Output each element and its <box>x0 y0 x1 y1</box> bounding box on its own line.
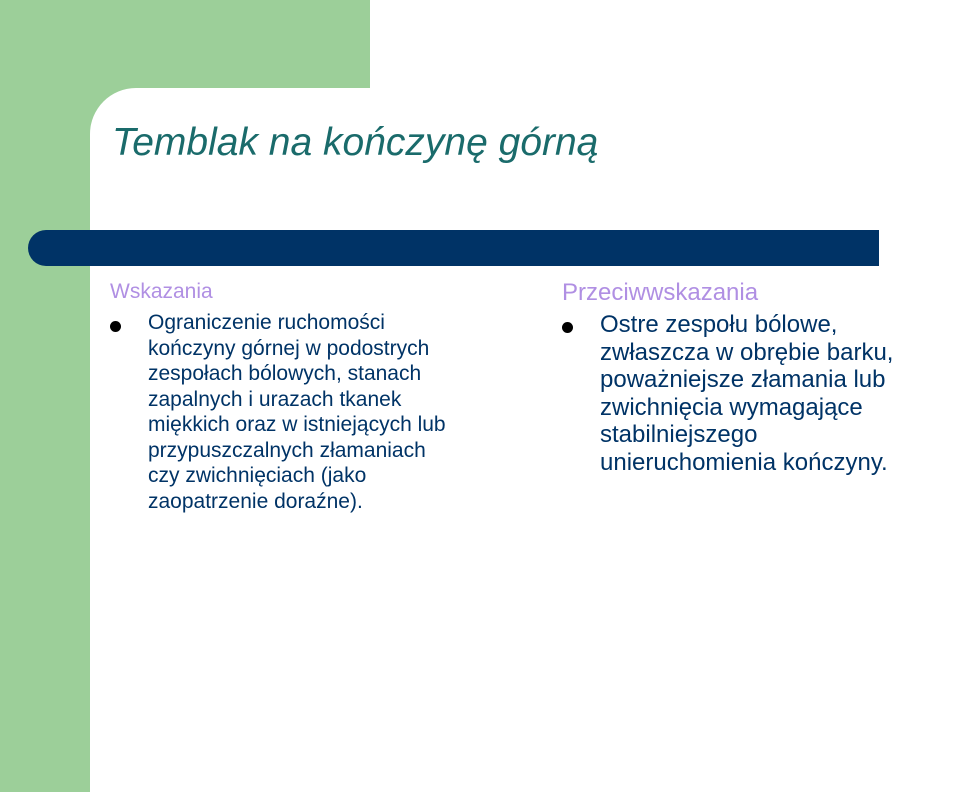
text-line: zaopatrzenie doraźne). <box>148 489 363 513</box>
text-line: zapalnych i urazach tkanek <box>148 387 402 411</box>
list-item <box>562 311 957 476</box>
text-line: zwichnięcia wymagające <box>600 393 863 421</box>
slide-title: Temblak na kończynę górną <box>112 121 599 164</box>
text-line: czy zwichnięciach (jako <box>148 464 367 487</box>
contraindications-column <box>562 278 957 476</box>
text-line: unieruchomienia kończyny. <box>600 448 888 476</box>
indication-text <box>148 310 538 514</box>
text-line: poważniejsze złamania lub <box>600 366 886 393</box>
contraindications-heading: Przeciwwskazania <box>562 279 759 306</box>
indications-heading: Wskazania <box>110 280 213 303</box>
text-line: miękkich oraz w istniejących lub <box>148 413 446 436</box>
bullet-icon <box>110 321 121 332</box>
contraindications-list <box>562 311 957 476</box>
text-line: stabilniejszego <box>600 421 758 448</box>
contraindication-text <box>600 311 960 476</box>
text-line: Ograniczenie ruchomości <box>148 311 385 334</box>
indications-list <box>110 310 540 514</box>
text-line: zwłaszcza w obrębie barku, <box>600 338 894 366</box>
text-line: zespołach bólowych, stanach <box>148 362 422 385</box>
text-line: przypuszczalnych złamaniach <box>148 438 426 462</box>
bullet-icon <box>562 322 573 333</box>
text-line: Ostre zespołu bólowe, <box>600 311 838 338</box>
title-divider-bar <box>28 230 879 266</box>
text-line: kończyny górnej w podostrych <box>148 336 430 360</box>
indications-column <box>110 278 540 514</box>
list-item <box>110 310 540 514</box>
